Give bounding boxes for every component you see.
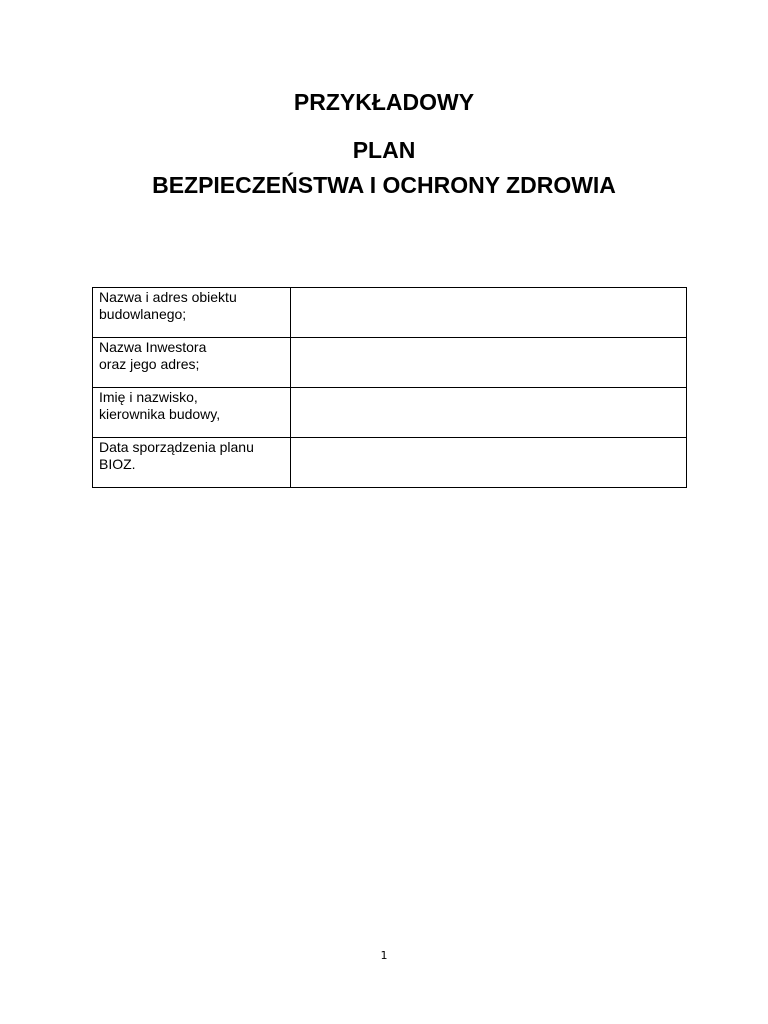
row-value-cell[interactable] bbox=[291, 438, 687, 488]
row-label-line: BIOZ. bbox=[99, 456, 136, 472]
row-value-cell[interactable] bbox=[291, 388, 687, 438]
table-row bbox=[93, 438, 687, 488]
table-row bbox=[93, 338, 687, 388]
row-label-line: budowlanego; bbox=[99, 306, 187, 322]
row-label-line: Nazwa i adres obiektu bbox=[99, 289, 237, 305]
row-value-cell[interactable] bbox=[291, 288, 687, 338]
row-value-cell[interactable] bbox=[291, 338, 687, 388]
document-title-line-3: BEZPIECZEŃSTWA I OCHRONY ZDROWIA bbox=[152, 172, 616, 198]
row-label-line: Data sporządzenia planu bbox=[99, 439, 254, 455]
row-label-line: Nazwa Inwestora bbox=[99, 339, 207, 355]
row-label-line: kierownika budowy, bbox=[99, 406, 221, 422]
row-label-cell bbox=[93, 438, 291, 488]
document-title-line-1: PRZYKŁADOWY bbox=[293, 89, 475, 115]
table-row bbox=[93, 288, 687, 338]
document-title-line-2: PLAN bbox=[352, 137, 416, 163]
row-label-line: oraz jego adres; bbox=[99, 356, 200, 372]
project-info-table bbox=[92, 287, 687, 488]
page-number: 1 bbox=[380, 949, 388, 962]
row-label-cell bbox=[93, 388, 291, 438]
table-row bbox=[93, 388, 687, 438]
row-label-cell bbox=[93, 288, 291, 338]
row-label-line: Imię i nazwisko, bbox=[99, 389, 198, 405]
row-label-cell bbox=[93, 338, 291, 388]
